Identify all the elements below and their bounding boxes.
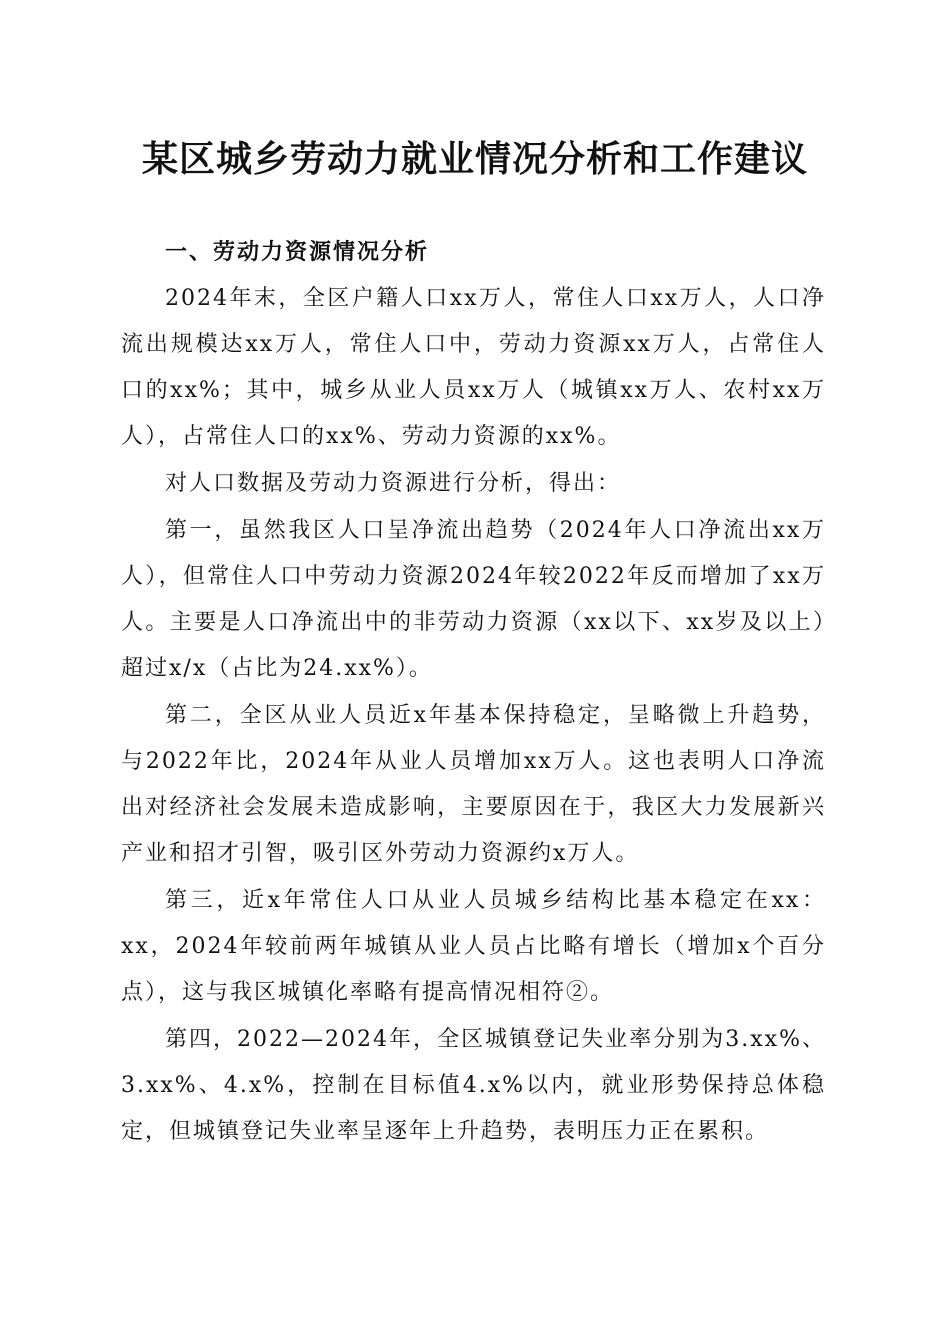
document-title: 某区城乡劳动力就业情况分析和工作建议 xyxy=(141,138,808,180)
paragraph-population-summary: 2024年末，全区户籍人口xx万人，常住人口xx万人，人口净流出规模达xx万人，常住人口中，劳动力资源xx万人，占常住人口的xx%；其中，城乡从业人员xx万人（城镇xx万人、农村xx万人），占常住人口的xx%、劳动力资源的xx%。 xyxy=(121,286,826,449)
document-body xyxy=(121,230,826,1155)
paragraph-point-one: 第一，虽然我区人口呈净流出趋势（2024年人口净流出xx万人），但常住人口中劳动力资源2024年较2022年反而增加了xx万人。主要是人口净流出中的非劳动力资源（xx以下、xx岁及以上）超过x/x（占比为24.xx%）。 xyxy=(121,518,826,681)
paragraph-analysis-intro: 对人口数据及劳动力资源进行分析，得出： xyxy=(165,471,622,496)
paragraph-point-two: 第二，全区从业人员近x年基本保持稳定，呈略微上升趋势，与2022年比，2024年从业人员增加xx万人。这也表明人口净流出对经济社会发展未造成影响，主要原因在于，我区大力发展新兴产业和招才引智，吸引区外劳动力资源约x万人。 xyxy=(121,703,826,866)
section-heading: 一、劳动力资源情况分析 xyxy=(165,240,430,265)
paragraph-point-three: 第三，近x年常住人口从业人员城乡结构比基本稳定在xx：xx，2024年较前两年城镇从业人员占比略有增长（增加x个百分点），这与我区城镇化率略有提高情况相符②。 xyxy=(121,888,826,1005)
paragraph-point-four: 第四，2022—2024年，全区城镇登记失业率分别为3.xx%、3.xx%、4.x%，控制在目标值4.x%以内，就业形势保持总体稳定，但城镇登记失业率呈逐年上升趋势，表明压力正在累积。 xyxy=(121,1027,826,1144)
